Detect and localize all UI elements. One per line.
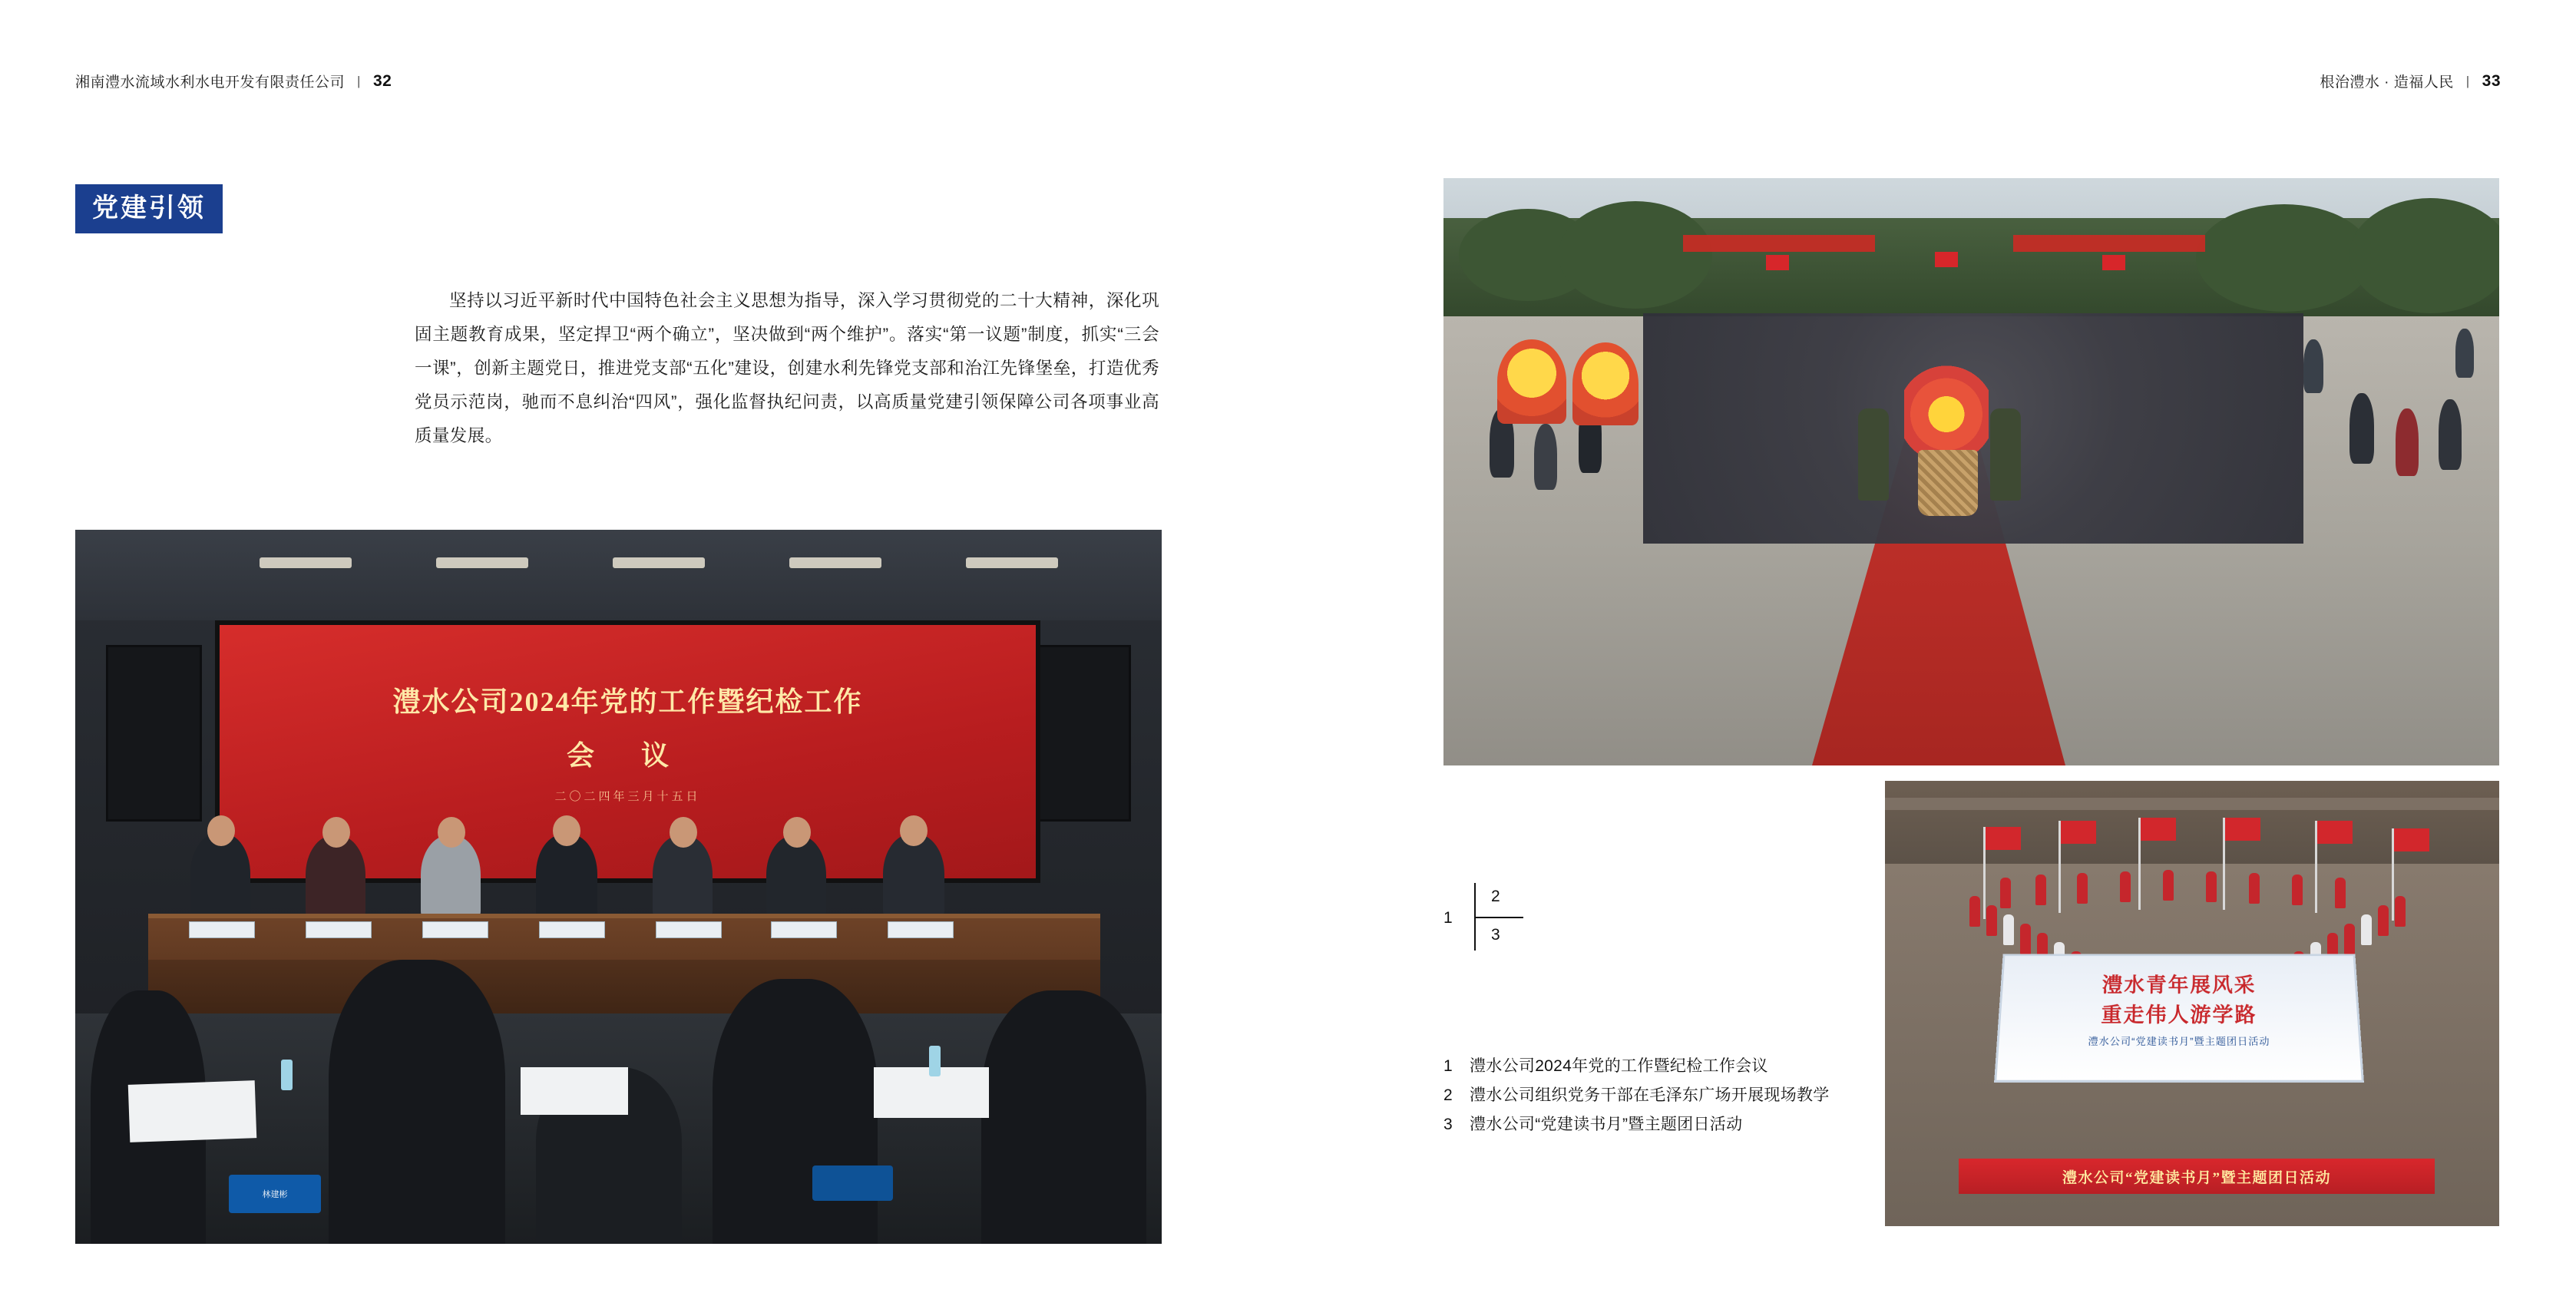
honor-guard: [1858, 408, 1889, 501]
running-head-right-separator: |: [2465, 73, 2470, 88]
person-head: [670, 817, 697, 848]
person-head: [900, 815, 928, 846]
ceiling-light-icon: [966, 557, 1058, 568]
seated-person: [653, 835, 713, 921]
caption-text: 澧水公司2024年党的工作暨纪检工作会议: [1470, 1057, 1768, 1075]
photo-youth-activity: [1885, 781, 2499, 1226]
plaza-steps: [1885, 798, 2499, 810]
figure-index-2: 2: [1491, 888, 1500, 905]
bystander: [2349, 393, 2374, 464]
stage-screen-line-2: 会 议: [566, 740, 689, 771]
running-head-left: [75, 71, 392, 91]
bystander: [2396, 408, 2419, 476]
figure-index-3: 3: [1491, 926, 1500, 944]
page-number-left: 32: [372, 71, 392, 90]
person-head: [322, 817, 350, 848]
flower-basket-flowers: [1904, 359, 1989, 459]
wall-panel: [106, 645, 202, 822]
activity-banner-line-1: 澧水青年展风采: [2101, 974, 2257, 997]
figure-index-horizontal-rule: [1476, 917, 1523, 918]
name-plate: [771, 921, 837, 938]
stage-screen-line-3: 二〇二四年三月十五日: [554, 790, 701, 803]
photo-conference-ceiling: [75, 530, 1162, 620]
seated-person: [306, 835, 365, 921]
seated-person: [766, 835, 826, 921]
ceiling-light-icon: [436, 557, 528, 568]
running-head-right: [2320, 71, 2501, 91]
caption-text: 澧水公司组织党务干部在毛泽东广场开展现场教学: [1470, 1086, 1830, 1104]
caption-number: 3: [1443, 1116, 1453, 1133]
running-head-right-text: 根治澧水 · 造福人民: [2320, 74, 2454, 91]
audience-back: [329, 960, 505, 1244]
photo-conference: [75, 530, 1162, 1244]
ceiling-light-icon: [260, 557, 352, 568]
caption-item: [1443, 1081, 2365, 1110]
activity-red-banner: 澧水公司“党建读书月”暨主题团日活动: [1959, 1159, 2435, 1194]
banner-left: [1683, 235, 1875, 252]
body-paragraph: 坚持以习近平新时代中国特色社会主义思想为指导，深入学习贯彻党的二十大精神，深化巩固主题教育成果，坚定捍卫“两个确立”，坚决做到“两个维护”。落实“第一议题”制度，抓实“三会一课”，创新主题党日，推进党支部“五化”建设，创建水利先锋党支部和治江先锋堡垒，打造优秀党员示范岗，驰而不息纠治“四风”，强化监督执纪问责，以高质量党建引领保障公司各项事业高质量发展。: [415, 291, 1159, 445]
desk-name-card-text: 林建彬: [262, 1190, 288, 1199]
tree: [1559, 201, 1712, 309]
red-flag-icon: [2061, 821, 2096, 844]
desk-name-card: [812, 1165, 893, 1201]
water-bottle: [929, 1046, 941, 1076]
section-title: 党建引领: [75, 184, 223, 233]
name-plate: [539, 921, 605, 938]
name-plate: [656, 921, 722, 938]
activity-banner-line-2: 重走伟人游学路: [2101, 1003, 2257, 1027]
honor-guard: [1990, 408, 2021, 501]
ceiling-light-icon: [613, 557, 705, 568]
flower-wreath: [1572, 342, 1639, 425]
caption-item: [1443, 1110, 2365, 1139]
seated-person: [421, 835, 481, 921]
tree: [2196, 204, 2373, 312]
name-plate: [888, 921, 954, 938]
red-flag-icon: [2102, 255, 2125, 270]
banner-right: [2013, 235, 2205, 252]
red-flag-icon: [1766, 255, 1789, 270]
caption-number: 2: [1443, 1086, 1453, 1104]
figure-index-diagram: [1443, 883, 1551, 952]
seated-person: [883, 834, 944, 921]
caption-text: 澧水公司“党建读书月”暨主题团日活动: [1470, 1116, 1743, 1133]
photo-square-ceremony: [1443, 178, 2499, 765]
red-flag-icon: [1986, 827, 2021, 850]
document-paper: [521, 1067, 628, 1115]
flower-basket-body: [1918, 450, 1978, 516]
red-flag-icon: [2317, 821, 2353, 844]
running-head-left-text: 湘南澧水流域水利水电开发有限责任公司: [75, 74, 346, 91]
water-bottle: [281, 1060, 293, 1090]
person-head: [553, 815, 580, 846]
bystander: [2455, 329, 2474, 378]
bystander: [2439, 399, 2462, 470]
person-head: [207, 815, 235, 846]
running-head-left-separator: |: [357, 73, 361, 88]
caption-number: 1: [1443, 1057, 1453, 1075]
red-flag-icon: [2225, 818, 2260, 841]
caption-item: [1443, 1052, 2365, 1081]
name-plate: [306, 921, 372, 938]
audience-back: [981, 990, 1146, 1244]
bystander: [2303, 339, 2323, 393]
document-paper: [128, 1080, 257, 1142]
person-head: [438, 817, 465, 848]
seated-person: [190, 833, 250, 921]
caption-list: [1443, 1052, 2365, 1139]
audience-back: [713, 979, 878, 1244]
ceiling-light-icon: [789, 557, 881, 568]
wall-panel: [1035, 645, 1131, 822]
name-plate: [189, 921, 255, 938]
person-head: [783, 817, 811, 848]
figure-index-1: 1: [1443, 909, 1453, 927]
page-number-right: 33: [2482, 71, 2501, 90]
red-flag-icon: [2394, 828, 2429, 851]
seated-person: [536, 834, 597, 921]
red-flag-icon: [2141, 818, 2176, 841]
flower-basket: [1904, 359, 1989, 513]
activity-banner-line-3: 澧水公司“党建读书月”暨主题团日活动: [2088, 1035, 2270, 1047]
tree: [2349, 198, 2499, 313]
name-plate: [422, 921, 488, 938]
flower-wreath: [1497, 339, 1566, 424]
desk-name-card: [229, 1175, 321, 1213]
bystander: [1534, 424, 1557, 490]
stage-screen-line-1: 澧水公司2024年党的工作暨纪检工作: [392, 686, 863, 717]
red-flag-icon: [1935, 252, 1958, 267]
